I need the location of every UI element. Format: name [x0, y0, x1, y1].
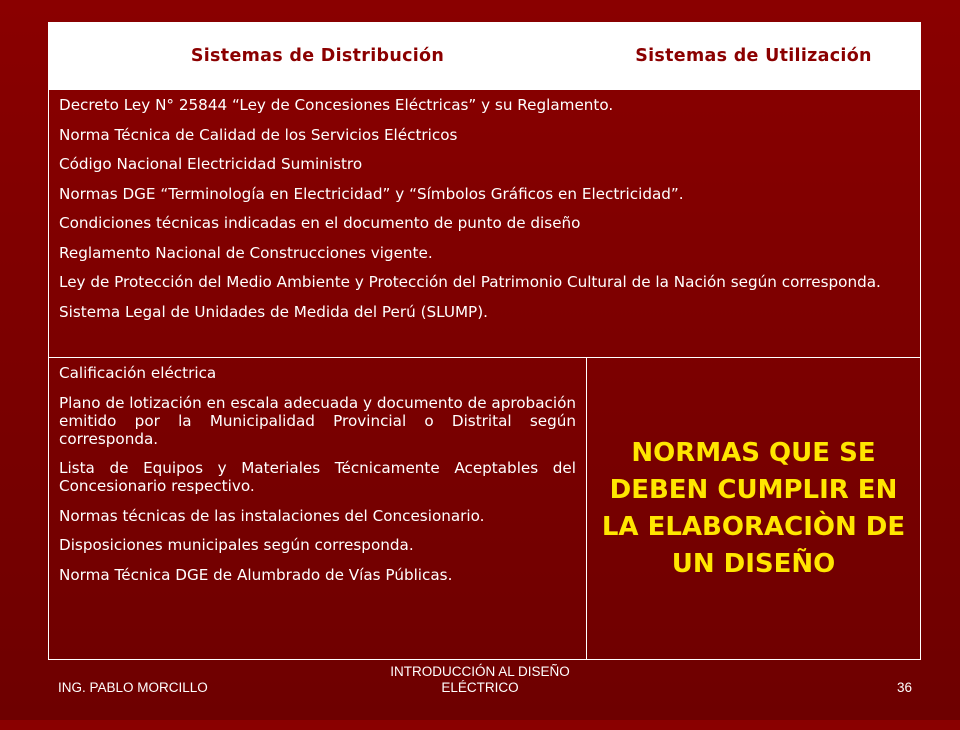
legal-standards-row — [49, 90, 921, 358]
list-item: Normas técnicas de las instalaciones del Concesionario. — [59, 506, 485, 525]
table-header-row — [49, 23, 921, 90]
list-item: Sistema Legal de Unidades de Medida del Perú (SLUMP). — [59, 302, 488, 321]
list-item: Lista de Equipos y Materiales Técnicamente Aceptables del Concesionario respectivo. — [59, 459, 576, 495]
list-item: Código Nacional Electricidad Suministro — [59, 155, 363, 173]
header-utilization-systems: Sistemas de Utilización — [587, 23, 921, 90]
list-item: Norma Técnica DGE de Alumbrado de Vías Públicas. — [59, 565, 453, 584]
footer-page-number: 36 — [896, 680, 912, 695]
list-item: Normas DGE “Terminología en Electricidad” y “Símbolos Gráficos en Electricidad”. — [59, 184, 684, 203]
list-item: Calificación eléctrica — [59, 364, 217, 382]
header-distribution-systems: Sistemas de Distribución — [49, 23, 587, 90]
list-item: Decreto Ley N° 25844 “Ley de Concesiones Eléctricas” y su Reglamento. — [59, 96, 614, 114]
footer-course-title: INTRODUCCIÓN AL DISEÑO ELÉCTRICO — [390, 664, 570, 695]
list-item: Disposiciones municipales según corresponda. — [59, 536, 414, 554]
list-item: Reglamento Nacional de Construcciones vigente. — [59, 243, 433, 262]
list-item: Condiciones técnicas indicadas en el documento de punto de diseño — [59, 214, 581, 232]
list-item: Norma Técnica de Calidad de los Servicios Eléctricos — [59, 125, 458, 144]
documents-cell — [49, 358, 587, 660]
footer-author: ING. PABLO MORCILLO — [58, 680, 208, 695]
standards-table — [48, 22, 921, 660]
highlight-cell — [587, 358, 921, 660]
legal-standards-cell — [49, 90, 921, 358]
highlight-text: NORMAS QUE SE DEBEN CUMPLIR EN LA ELABORACIÒN DE UN DISEÑO — [601, 437, 906, 579]
list-item: Ley de Protección del Medio Ambiente y Protección del Patrimonio Cultural de la Nación según corresponda. — [59, 273, 881, 291]
list-item: Plano de lotización en escala adecuada y documento de aprobación emitido por la Municipalidad Provincial o Distrital según corresponda. — [59, 393, 576, 448]
documents-row — [49, 358, 921, 660]
